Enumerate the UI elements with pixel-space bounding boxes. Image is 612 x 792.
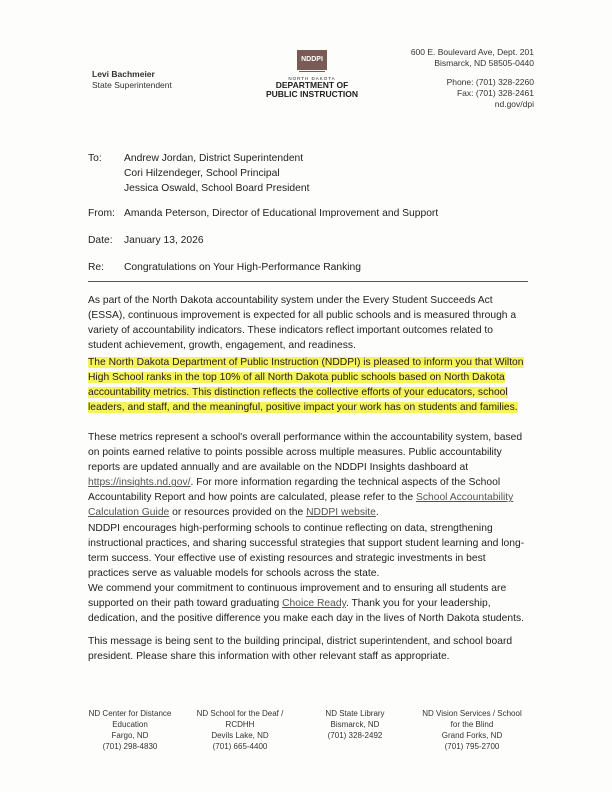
recipient: Cori Hilzendeger, School Principal bbox=[124, 168, 280, 179]
re-label: Re: bbox=[88, 262, 105, 273]
office-name: ND Center for Distance Education bbox=[88, 709, 172, 729]
choice-ready-link[interactable]: Choice Ready bbox=[282, 598, 346, 610]
office-phone: (701) 328-2492 bbox=[327, 731, 383, 740]
letterhead-left bbox=[92, 69, 172, 91]
nddpi-logo-mark: NDDPI bbox=[297, 50, 327, 70]
paragraph-3 bbox=[88, 430, 528, 521]
footer-office bbox=[75, 708, 185, 752]
office-name: ND State Library bbox=[325, 709, 385, 718]
text: . bbox=[375, 507, 379, 519]
from-value: Amanda Peterson, Director of Educational Improvement and Support bbox=[124, 208, 439, 219]
memo-divider bbox=[88, 281, 528, 282]
paragraph-1: As part of the North Dakota accountability system under the Every Student Succeeds Act (ESSA), continuous improvement is expected for all public schools and is measured through a variety of accountability indicators. These indicators reflect important outcomes related to student achievement, growth, engagement, and readiness. bbox=[88, 295, 517, 352]
nddpi-website-link[interactable]: NDDPI website bbox=[306, 507, 376, 519]
logo-divider bbox=[299, 71, 325, 72]
text: or resources provided on the bbox=[169, 507, 307, 519]
footer-office bbox=[190, 708, 290, 752]
text: We commend your commitment to continuous improvement and to ensuring all students are supported on their path toward graduating bbox=[88, 583, 507, 610]
address-line2: Bismarck, ND 58505-0440 bbox=[434, 58, 534, 68]
highlighted-text: The North Dakota Department of Public Instruction (NDDPI) is pleased to inform you that Wilton High School ranks in the top 10% of all North Dakota public schools based on North Dakota accountability metrics. This distinction reflects the collective efforts of your educators, school leaders, and staff, and the meaningful, positive impact your work has on students and families. bbox=[88, 357, 524, 414]
recipient: Andrew Jordan, District Superintendent bbox=[124, 153, 304, 164]
fax: Fax: (701) 328-2461 bbox=[456, 88, 534, 98]
office-name: ND School for the Deaf / RCDHH bbox=[196, 709, 284, 729]
insights-link[interactable]: https://insights.nd.gov/ bbox=[88, 477, 191, 489]
letterhead-right bbox=[411, 47, 534, 110]
text: . Thank you for your leadership, dedication, and the positive difference you make each day in the lives of North Dakota students. bbox=[88, 598, 524, 625]
org-line1: DEPARTMENT OF bbox=[275, 80, 349, 90]
website: nd.gov/dpi bbox=[494, 99, 534, 109]
office-city: Bismarck, ND bbox=[330, 720, 380, 729]
from-row bbox=[88, 208, 438, 219]
text: These metrics represent a school's overall performance within the accountability system, based on points earned relative to points possible across multiple measures. Public accountability reports are updated annually and are available on the NDDPI Insights dashboard at bbox=[88, 432, 523, 474]
paragraph-6: This message is being sent to the building principal, district superintendent, and school board president. Please share this information with other relevant staff as appropriate. bbox=[88, 636, 513, 663]
office-city: Devils Lake, ND bbox=[211, 731, 269, 740]
from-label: From: bbox=[88, 208, 115, 219]
org-small: NORTH DAKOTA bbox=[288, 76, 336, 81]
footer-office bbox=[422, 708, 522, 752]
office-city: Fargo, ND bbox=[111, 731, 149, 740]
to-label: To: bbox=[88, 153, 102, 164]
nddpi-logo bbox=[262, 50, 362, 99]
re-row bbox=[88, 262, 361, 273]
date-label: Date: bbox=[88, 235, 113, 246]
recipient: Jessica Oswald, School Board President bbox=[124, 183, 310, 194]
paragraph-5 bbox=[88, 581, 528, 626]
footer-office bbox=[305, 708, 405, 741]
org-line2: PUBLIC INSTRUCTION bbox=[265, 89, 359, 99]
calculation-guide-link[interactable]: School Accountability Calculation Guide bbox=[88, 492, 514, 519]
superintendent-name: Levi Bachmeier bbox=[92, 69, 155, 79]
re-value: Congratulations on Your High-Performance Ranking bbox=[124, 262, 361, 273]
address-line1: 600 E. Boulevard Ave, Dept. 201 bbox=[410, 47, 534, 57]
office-city: Grand Forks, ND bbox=[441, 731, 503, 740]
date-value: January 13, 2026 bbox=[124, 235, 204, 246]
office-phone: (701) 298-4830 bbox=[102, 742, 158, 751]
office-name: ND Vision Services / School for the Blind bbox=[422, 709, 522, 729]
office-phone: (701) 795-2700 bbox=[444, 742, 500, 751]
to-row bbox=[88, 151, 309, 196]
phone: Phone: (701) 328-2260 bbox=[446, 77, 534, 87]
office-phone: (701) 665-4400 bbox=[212, 742, 268, 751]
superintendent-title: State Superintendent bbox=[92, 80, 172, 90]
paragraph-2 bbox=[88, 355, 528, 415]
text: . For more information regarding the technical aspects of the School Accountability Report and how points are calculated, please refer to the bbox=[88, 477, 501, 504]
date-row bbox=[88, 235, 204, 246]
paragraph-4: NDDPI encourages high-performing schools to continue reflecting on data, strengthening instructional practices, and sharing successful strategies that support student learning and long-term success. Your effective use of existing resources and strategic investments in best practices serve as valuable models for schools across the state. bbox=[88, 523, 525, 580]
